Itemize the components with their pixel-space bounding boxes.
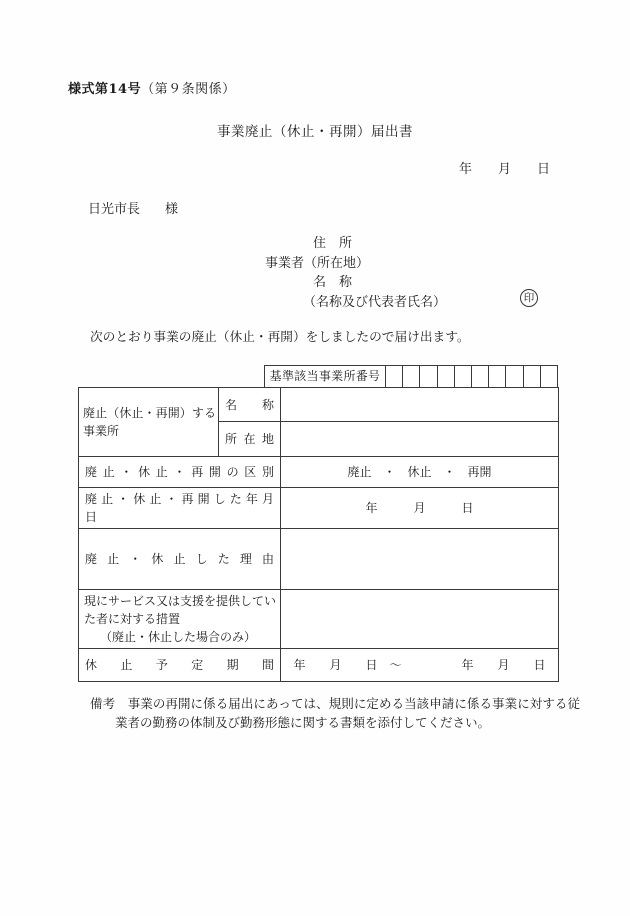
office-number-label: 基準該当事業所番号 (269, 369, 381, 383)
measures-label-note: （廃止・休止した場合のみ） (100, 630, 257, 644)
applicant-block (265, 234, 446, 312)
category-options: 廃止 ・ 休止 ・ 再開 (281, 457, 559, 488)
office-number-box (505, 366, 522, 387)
applicant-address-label: 住 所 (313, 236, 353, 251)
office-number-box (540, 366, 557, 387)
office-location-label: 所 在 地 (219, 422, 281, 457)
reason-field (281, 529, 559, 590)
remarks-note (90, 694, 580, 732)
office-number-box (385, 366, 402, 387)
office-number-box (419, 366, 436, 387)
office-number-boxes (385, 366, 557, 387)
operator-location-note: （所在地） (304, 255, 370, 271)
office-number-box (454, 366, 471, 387)
office-number-box (488, 366, 505, 387)
measures-label (79, 590, 281, 649)
office-number-box (402, 366, 419, 387)
office-name-field (281, 388, 559, 422)
form-number-note: （第９条関係） (141, 82, 236, 97)
operator-label: 事業者 (265, 255, 305, 271)
reason-label: 廃 止 ・ 休 止 し た 理 由 (79, 529, 281, 590)
suspension-period-field: 年 月 日 ～ 年 月 日 (281, 649, 559, 682)
date-of-action-label: 廃 止 ・ 休 止 ・ 再 開 し た 年 月 日 (79, 488, 281, 529)
applicant-name-label: 名 称 (313, 275, 353, 290)
closing-office-label: 廃止（休止・再開）する事業所 (79, 388, 219, 457)
measures-field (281, 590, 559, 649)
intro-sentence: 次のとおり事業の廃止（休止・再開）をしましたので届け出ます。 (90, 329, 470, 344)
measures-label-text: 現にサービス又は支援を提供していた者に対する措置 (84, 594, 277, 626)
category-label: 廃 止 ・ 休 止 ・ 再 開 の 区 別 (79, 457, 281, 488)
suspension-period-label: 休 止 予 定 期 間 (79, 649, 281, 682)
form-number-main: 様式第14号 (68, 82, 142, 97)
remarks-separator (115, 696, 128, 711)
form-number (68, 78, 236, 97)
remarks-text: 事業の再開に係る届出にあっては、規則に定める当該申請に係る事業に対する従業者の勤務の体制及び勤務形態に関する書類を添付してください。 (115, 696, 580, 730)
addressee-honorific: 様 (165, 202, 179, 217)
date-of-action-field: 年 月 日 (281, 488, 559, 529)
applicant-operator-line (265, 254, 446, 274)
submission-date-line: 年 月 日 (458, 162, 550, 177)
notification-table (78, 387, 559, 682)
applicant-name-note: （名称及び代表者氏名） (303, 294, 447, 310)
office-name-label: 名 称 (219, 388, 281, 422)
page-title: 事業廃止（休止・再開）届出書 (217, 124, 413, 140)
office-location-field (281, 422, 559, 457)
addressee-line (88, 198, 178, 217)
addressee-name: 日光市長 (88, 202, 141, 217)
remarks-label: 備考 (90, 696, 116, 711)
office-number-box (437, 366, 454, 387)
office-number-strip (264, 365, 558, 388)
office-number-box (523, 366, 540, 387)
seal-mark-icon: 印 (520, 289, 538, 307)
office-number-box (471, 366, 488, 387)
